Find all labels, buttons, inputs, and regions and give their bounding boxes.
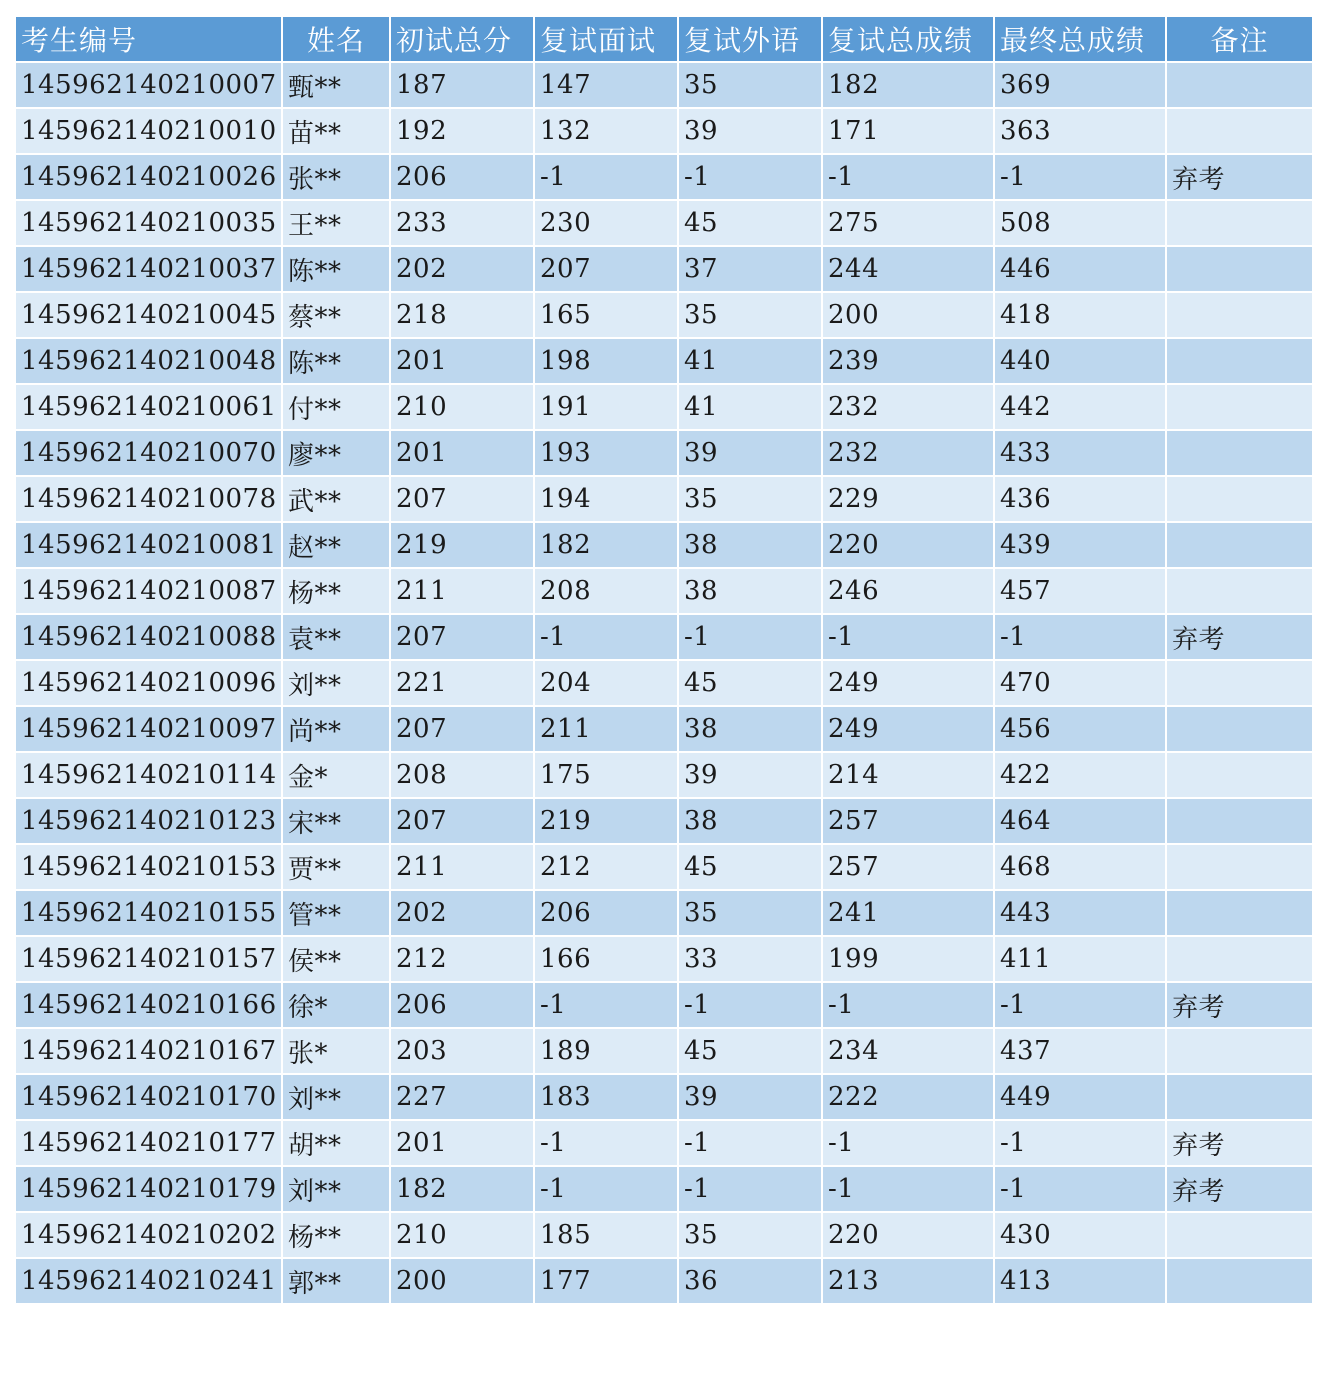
cell-interview-score: 194 <box>534 476 678 522</box>
cell-retest-total: -1 <box>822 614 994 660</box>
cell-final-total: -1 <box>994 1166 1166 1212</box>
cell-initial-score: 203 <box>390 1028 534 1074</box>
table-row <box>15 62 1313 108</box>
cell-interview-score: 132 <box>534 108 678 154</box>
cell-retest-total: 232 <box>822 430 994 476</box>
cell-initial-score: 192 <box>390 108 534 154</box>
cell-remark <box>1166 798 1313 844</box>
cell-remark <box>1166 384 1313 430</box>
cell-retest-total: 182 <box>822 62 994 108</box>
cell-remark <box>1166 200 1313 246</box>
cell-retest-total: 246 <box>822 568 994 614</box>
cell-name: 甄** <box>282 62 390 108</box>
cell-name: 武** <box>282 476 390 522</box>
cell-final-total: 433 <box>994 430 1166 476</box>
cell-final-total: -1 <box>994 1120 1166 1166</box>
cell-initial-score: 207 <box>390 614 534 660</box>
cell-retest-total: 249 <box>822 660 994 706</box>
table-row <box>15 568 1313 614</box>
cell-remark <box>1166 292 1313 338</box>
cell-exam-id: 145962140210035 <box>15 200 282 246</box>
cell-name: 张* <box>282 1028 390 1074</box>
table-row <box>15 1120 1313 1166</box>
cell-interview-score: 206 <box>534 890 678 936</box>
cell-remark: 弃考 <box>1166 982 1313 1028</box>
cell-name: 胡** <box>282 1120 390 1166</box>
cell-exam-id: 145962140210088 <box>15 614 282 660</box>
table-row <box>15 752 1313 798</box>
cell-initial-score: 211 <box>390 844 534 890</box>
cell-remark <box>1166 1258 1313 1304</box>
cell-language-score: 39 <box>678 752 822 798</box>
cell-retest-total: 244 <box>822 246 994 292</box>
cell-exam-id: 145962140210078 <box>15 476 282 522</box>
cell-initial-score: 200 <box>390 1258 534 1304</box>
cell-exam-id: 145962140210097 <box>15 706 282 752</box>
cell-remark <box>1166 660 1313 706</box>
header-language-score: 复试外语 <box>678 16 822 62</box>
cell-name: 管** <box>282 890 390 936</box>
cell-interview-score: 175 <box>534 752 678 798</box>
cell-exam-id: 145962140210166 <box>15 982 282 1028</box>
header-name: 姓名 <box>282 16 390 62</box>
cell-initial-score: 206 <box>390 154 534 200</box>
cell-interview-score: 207 <box>534 246 678 292</box>
cell-language-score: 38 <box>678 706 822 752</box>
table-row <box>15 292 1313 338</box>
cell-final-total: -1 <box>994 154 1166 200</box>
cell-language-score: 45 <box>678 1028 822 1074</box>
cell-interview-score: -1 <box>534 1120 678 1166</box>
table-row <box>15 476 1313 522</box>
cell-language-score: 45 <box>678 200 822 246</box>
cell-final-total: 442 <box>994 384 1166 430</box>
cell-remark <box>1166 890 1313 936</box>
cell-name: 刘** <box>282 1166 390 1212</box>
cell-interview-score: 191 <box>534 384 678 430</box>
header-interview-score: 复试面试 <box>534 16 678 62</box>
cell-name: 宋** <box>282 798 390 844</box>
cell-name: 杨** <box>282 1212 390 1258</box>
cell-language-score: 38 <box>678 798 822 844</box>
cell-exam-id: 145962140210155 <box>15 890 282 936</box>
cell-final-total: 464 <box>994 798 1166 844</box>
header-retest-total: 复试总成绩 <box>822 16 994 62</box>
cell-initial-score: 221 <box>390 660 534 706</box>
cell-name: 刘** <box>282 1074 390 1120</box>
cell-name: 郭** <box>282 1258 390 1304</box>
cell-interview-score: 183 <box>534 1074 678 1120</box>
cell-final-total: 440 <box>994 338 1166 384</box>
cell-language-score: 35 <box>678 1212 822 1258</box>
cell-language-score: 39 <box>678 430 822 476</box>
cell-language-score: 41 <box>678 384 822 430</box>
cell-exam-id: 145962140210179 <box>15 1166 282 1212</box>
cell-retest-total: -1 <box>822 1166 994 1212</box>
cell-remark: 弃考 <box>1166 614 1313 660</box>
cell-retest-total: -1 <box>822 1120 994 1166</box>
cell-remark: 弃考 <box>1166 1120 1313 1166</box>
table-row <box>15 1166 1313 1212</box>
cell-exam-id: 145962140210010 <box>15 108 282 154</box>
cell-exam-id: 145962140210026 <box>15 154 282 200</box>
table-row <box>15 200 1313 246</box>
cell-retest-total: 234 <box>822 1028 994 1074</box>
cell-name: 蔡** <box>282 292 390 338</box>
cell-name: 张** <box>282 154 390 200</box>
header-row <box>15 16 1313 62</box>
cell-final-total: 413 <box>994 1258 1166 1304</box>
header-final-total: 最终总成绩 <box>994 16 1166 62</box>
table-row <box>15 890 1313 936</box>
cell-exam-id: 145962140210070 <box>15 430 282 476</box>
cell-remark <box>1166 62 1313 108</box>
cell-initial-score: 207 <box>390 706 534 752</box>
cell-final-total: 436 <box>994 476 1166 522</box>
cell-remark <box>1166 522 1313 568</box>
cell-interview-score: 219 <box>534 798 678 844</box>
cell-retest-total: 220 <box>822 1212 994 1258</box>
cell-retest-total: 275 <box>822 200 994 246</box>
cell-exam-id: 145962140210037 <box>15 246 282 292</box>
table-body <box>15 62 1313 1304</box>
cell-language-score: -1 <box>678 154 822 200</box>
cell-exam-id: 145962140210048 <box>15 338 282 384</box>
cell-remark <box>1166 338 1313 384</box>
cell-language-score: 35 <box>678 62 822 108</box>
cell-exam-id: 145962140210081 <box>15 522 282 568</box>
table-row <box>15 154 1313 200</box>
cell-initial-score: 210 <box>390 384 534 430</box>
cell-initial-score: 182 <box>390 1166 534 1212</box>
cell-interview-score: -1 <box>534 982 678 1028</box>
cell-exam-id: 145962140210170 <box>15 1074 282 1120</box>
table-row <box>15 660 1313 706</box>
cell-remark <box>1166 752 1313 798</box>
cell-name: 廖** <box>282 430 390 476</box>
header-initial-score: 初试总分 <box>390 16 534 62</box>
cell-retest-total: 257 <box>822 844 994 890</box>
cell-final-total: 369 <box>994 62 1166 108</box>
cell-interview-score: 185 <box>534 1212 678 1258</box>
cell-name: 侯** <box>282 936 390 982</box>
cell-name: 徐* <box>282 982 390 1028</box>
table-row <box>15 706 1313 752</box>
cell-language-score: 41 <box>678 338 822 384</box>
cell-retest-total: 241 <box>822 890 994 936</box>
cell-initial-score: 206 <box>390 982 534 1028</box>
cell-interview-score: 189 <box>534 1028 678 1074</box>
cell-initial-score: 201 <box>390 1120 534 1166</box>
cell-exam-id: 145962140210114 <box>15 752 282 798</box>
cell-remark <box>1166 246 1313 292</box>
cell-name: 尚** <box>282 706 390 752</box>
cell-remark <box>1166 1074 1313 1120</box>
cell-name: 袁** <box>282 614 390 660</box>
cell-language-score: 35 <box>678 476 822 522</box>
cell-remark <box>1166 430 1313 476</box>
cell-language-score: -1 <box>678 982 822 1028</box>
cell-initial-score: 218 <box>390 292 534 338</box>
table-row <box>15 1212 1313 1258</box>
cell-name: 赵** <box>282 522 390 568</box>
cell-final-total: 430 <box>994 1212 1166 1258</box>
cell-final-total: 437 <box>994 1028 1166 1074</box>
cell-initial-score: 202 <box>390 246 534 292</box>
cell-final-total: 468 <box>994 844 1166 890</box>
cell-final-total: 422 <box>994 752 1166 798</box>
cell-interview-score: 204 <box>534 660 678 706</box>
cell-remark <box>1166 108 1313 154</box>
cell-name: 贾** <box>282 844 390 890</box>
cell-remark: 弃考 <box>1166 1166 1313 1212</box>
cell-retest-total: 220 <box>822 522 994 568</box>
cell-remark <box>1166 1028 1313 1074</box>
cell-remark <box>1166 568 1313 614</box>
cell-final-total: 439 <box>994 522 1166 568</box>
score-table <box>14 15 1314 1305</box>
cell-retest-total: 249 <box>822 706 994 752</box>
cell-final-total: 411 <box>994 936 1166 982</box>
table-row <box>15 246 1313 292</box>
cell-exam-id: 145962140210153 <box>15 844 282 890</box>
cell-exam-id: 145962140210061 <box>15 384 282 430</box>
cell-exam-id: 145962140210007 <box>15 62 282 108</box>
cell-retest-total: 214 <box>822 752 994 798</box>
cell-initial-score: 233 <box>390 200 534 246</box>
table-row <box>15 798 1313 844</box>
cell-initial-score: 212 <box>390 936 534 982</box>
header-exam-id: 考生编号 <box>15 16 282 62</box>
cell-final-total: 508 <box>994 200 1166 246</box>
table-row <box>15 1258 1313 1304</box>
cell-interview-score: 193 <box>534 430 678 476</box>
cell-final-total: -1 <box>994 614 1166 660</box>
cell-interview-score: 212 <box>534 844 678 890</box>
cell-language-score: 39 <box>678 108 822 154</box>
cell-interview-score: -1 <box>534 614 678 660</box>
cell-retest-total: 213 <box>822 1258 994 1304</box>
cell-interview-score: -1 <box>534 154 678 200</box>
cell-interview-score: 147 <box>534 62 678 108</box>
cell-exam-id: 145962140210241 <box>15 1258 282 1304</box>
cell-name: 金* <box>282 752 390 798</box>
cell-retest-total: 200 <box>822 292 994 338</box>
cell-retest-total: 257 <box>822 798 994 844</box>
cell-remark <box>1166 1212 1313 1258</box>
cell-exam-id: 145962140210087 <box>15 568 282 614</box>
cell-name: 付** <box>282 384 390 430</box>
cell-remark <box>1166 936 1313 982</box>
cell-retest-total: 232 <box>822 384 994 430</box>
score-sheet <box>14 15 1312 1305</box>
cell-language-score: 45 <box>678 844 822 890</box>
cell-interview-score: 230 <box>534 200 678 246</box>
cell-final-total: 418 <box>994 292 1166 338</box>
cell-language-score: 33 <box>678 936 822 982</box>
cell-remark <box>1166 844 1313 890</box>
cell-language-score: 39 <box>678 1074 822 1120</box>
cell-initial-score: 187 <box>390 62 534 108</box>
cell-initial-score: 202 <box>390 890 534 936</box>
table-row <box>15 844 1313 890</box>
cell-retest-total: 222 <box>822 1074 994 1120</box>
cell-interview-score: 166 <box>534 936 678 982</box>
cell-final-total: 363 <box>994 108 1166 154</box>
cell-name: 陈** <box>282 338 390 384</box>
cell-final-total: 443 <box>994 890 1166 936</box>
cell-final-total: 457 <box>994 568 1166 614</box>
cell-retest-total: 229 <box>822 476 994 522</box>
cell-final-total: -1 <box>994 982 1166 1028</box>
table-row <box>15 936 1313 982</box>
cell-language-score: 35 <box>678 890 822 936</box>
cell-exam-id: 145962140210177 <box>15 1120 282 1166</box>
table-row <box>15 338 1313 384</box>
table-row <box>15 108 1313 154</box>
cell-language-score: 36 <box>678 1258 822 1304</box>
cell-final-total: 470 <box>994 660 1166 706</box>
cell-initial-score: 201 <box>390 338 534 384</box>
cell-language-score: -1 <box>678 1120 822 1166</box>
cell-interview-score: 198 <box>534 338 678 384</box>
table-row <box>15 1028 1313 1074</box>
table-row <box>15 982 1313 1028</box>
cell-remark <box>1166 476 1313 522</box>
cell-exam-id: 145962140210157 <box>15 936 282 982</box>
cell-initial-score: 201 <box>390 430 534 476</box>
cell-language-score: 45 <box>678 660 822 706</box>
cell-exam-id: 145962140210202 <box>15 1212 282 1258</box>
cell-remark: 弃考 <box>1166 154 1313 200</box>
cell-interview-score: -1 <box>534 1166 678 1212</box>
cell-exam-id: 145962140210167 <box>15 1028 282 1074</box>
cell-initial-score: 210 <box>390 1212 534 1258</box>
cell-language-score: 37 <box>678 246 822 292</box>
cell-initial-score: 207 <box>390 476 534 522</box>
cell-remark <box>1166 706 1313 752</box>
cell-retest-total: -1 <box>822 154 994 200</box>
cell-exam-id: 145962140210045 <box>15 292 282 338</box>
table-header <box>15 16 1313 62</box>
cell-initial-score: 207 <box>390 798 534 844</box>
header-remark: 备注 <box>1166 16 1313 62</box>
cell-language-score: -1 <box>678 614 822 660</box>
cell-language-score: 38 <box>678 568 822 614</box>
cell-name: 刘** <box>282 660 390 706</box>
cell-retest-total: 239 <box>822 338 994 384</box>
table-row <box>15 1074 1313 1120</box>
table-row <box>15 384 1313 430</box>
cell-language-score: -1 <box>678 1166 822 1212</box>
cell-name: 杨** <box>282 568 390 614</box>
cell-interview-score: 165 <box>534 292 678 338</box>
cell-exam-id: 145962140210096 <box>15 660 282 706</box>
cell-initial-score: 208 <box>390 752 534 798</box>
cell-final-total: 456 <box>994 706 1166 752</box>
cell-name: 苗** <box>282 108 390 154</box>
cell-name: 王** <box>282 200 390 246</box>
cell-exam-id: 145962140210123 <box>15 798 282 844</box>
cell-final-total: 449 <box>994 1074 1166 1120</box>
cell-interview-score: 211 <box>534 706 678 752</box>
cell-language-score: 35 <box>678 292 822 338</box>
cell-interview-score: 182 <box>534 522 678 568</box>
table-row <box>15 614 1313 660</box>
cell-initial-score: 211 <box>390 568 534 614</box>
cell-retest-total: -1 <box>822 982 994 1028</box>
cell-interview-score: 208 <box>534 568 678 614</box>
cell-initial-score: 227 <box>390 1074 534 1120</box>
table-row <box>15 522 1313 568</box>
cell-interview-score: 177 <box>534 1258 678 1304</box>
cell-initial-score: 219 <box>390 522 534 568</box>
cell-language-score: 38 <box>678 522 822 568</box>
table-row <box>15 430 1313 476</box>
cell-retest-total: 199 <box>822 936 994 982</box>
cell-retest-total: 171 <box>822 108 994 154</box>
cell-name: 陈** <box>282 246 390 292</box>
cell-final-total: 446 <box>994 246 1166 292</box>
